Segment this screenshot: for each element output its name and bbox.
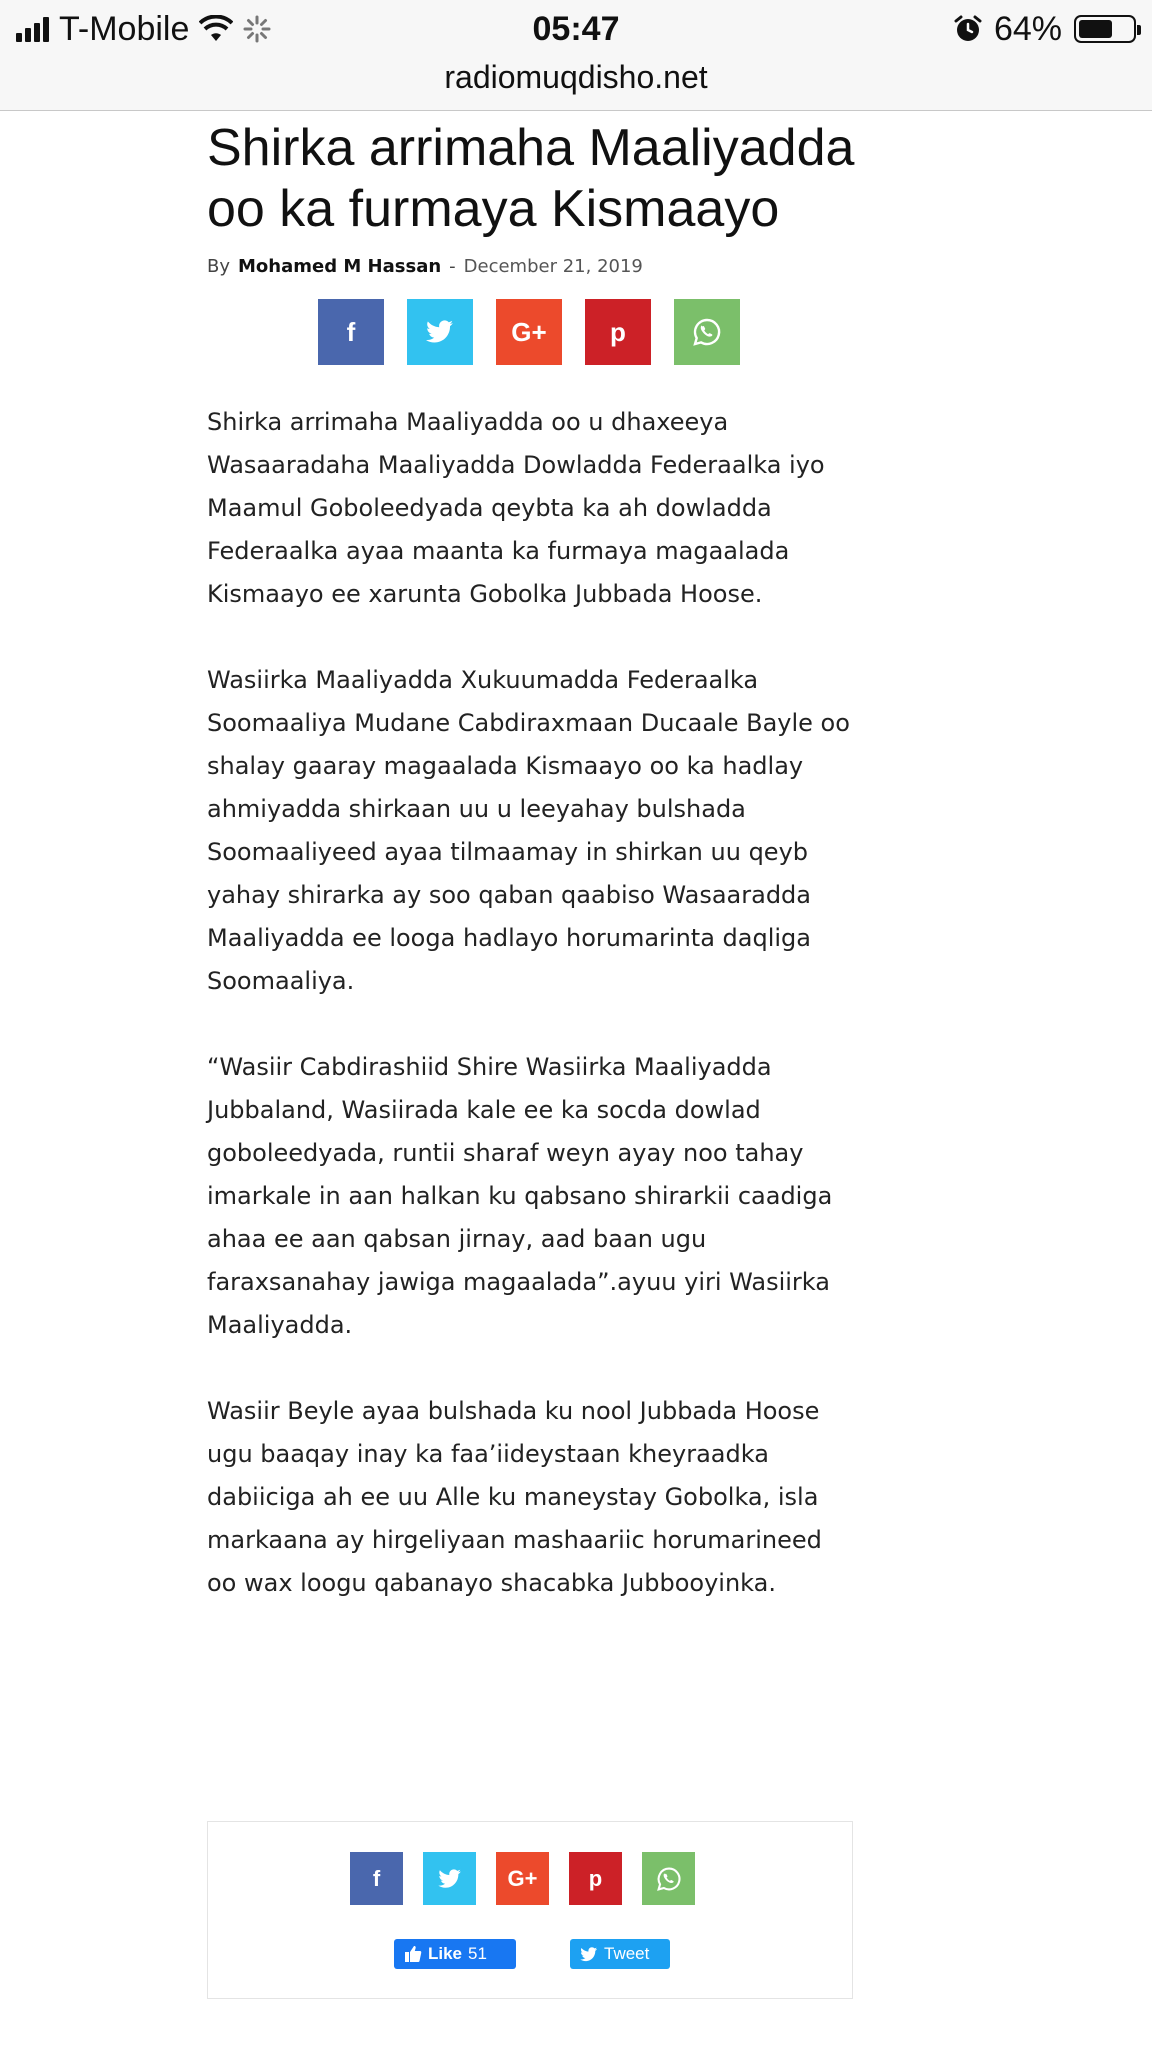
meta-separator: - bbox=[449, 256, 456, 277]
article-title: Shirka arrimaha Maaliyadda oo ka furmaya Kismaayo bbox=[207, 119, 855, 238]
thumbs-up-icon bbox=[404, 1945, 422, 1963]
battery-icon bbox=[1074, 15, 1136, 43]
share-buttons-bottom bbox=[350, 1852, 695, 1905]
carrier-label: T-Mobile bbox=[59, 9, 190, 48]
twitter-icon bbox=[426, 320, 454, 344]
url-bar[interactable]: radiomuqdisho.net bbox=[444, 59, 708, 95]
google-plus-share-button[interactable] bbox=[496, 1852, 549, 1905]
pinterest-share-button[interactable] bbox=[585, 299, 651, 365]
pinterest-share-button[interactable] bbox=[569, 1852, 622, 1905]
like-label: Like bbox=[428, 1944, 463, 1963]
twitter-icon bbox=[438, 1869, 462, 1889]
pinterest-icon: p bbox=[610, 316, 626, 347]
article-paragraph: Wasiirka Maaliyadda Xukuumadda Federaalka Soomaaliya Mudane Cabdiraxmaan Ducaale Bayle oo shalay gaaray magaalada Kismaayo oo ka hadlay ahmiyadda shirkaan uu u leeyahay bulshada Soomaaliyeed ayaa tilmaamay in shirkan uu qeyb yahay shirarka ay soo qaban qaabiso Wasaaradda Maaliyadda ee looga hadlayo horumarinta daqliga Soomaaliya. bbox=[207, 666, 850, 995]
top-bar bbox=[0, 0, 1152, 111]
article bbox=[207, 118, 855, 1648]
whatsapp-icon bbox=[656, 1866, 682, 1892]
tweet-label: Tweet bbox=[604, 1944, 650, 1963]
whatsapp-share-button[interactable] bbox=[674, 299, 740, 365]
google-plus-icon: G+ bbox=[507, 1865, 538, 1891]
by-label: By bbox=[207, 256, 231, 277]
article-paragraph: Shirka arrimaha Maaliyadda oo u dhaxeeya Wasaaradaha Maaliyadda Dowladda Federaalka iyo Maamul Goboleedyada qeybta ka ah dowladda Federaalka ayaa maanta ka furmaya magaalada Kismaayo ee xarunta Gobolka Jubbada Hoose. bbox=[207, 408, 825, 608]
article-body bbox=[207, 401, 855, 1605]
status-right bbox=[954, 6, 1136, 52]
author-link[interactable]: Mohamed M Hassan bbox=[238, 256, 442, 277]
twitter-icon bbox=[580, 1947, 598, 1962]
google-plus-share-button[interactable] bbox=[496, 299, 562, 365]
battery-percent: 64% bbox=[993, 9, 1062, 48]
facebook-share-button[interactable] bbox=[318, 299, 384, 365]
article-date: December 21, 2019 bbox=[463, 256, 643, 277]
whatsapp-icon bbox=[692, 317, 722, 347]
alarm-icon bbox=[954, 15, 982, 43]
facebook-icon: f bbox=[346, 316, 356, 347]
share-box bbox=[207, 1821, 853, 1999]
article-paragraph: Wasiir Beyle ayaa bulshada ku nool Jubbada Hoose ugu baaqay inay ka faa’iideystaan kheyraadka dabiiciga ah ee uu Alle ku maneystay Gobolka, isla markaana ay hirgeliyaan mashaariic horumarineed oo wax loogu qabanayo shacabka Jubbooyinka. bbox=[207, 1397, 822, 1597]
share-buttons-top bbox=[207, 299, 855, 365]
twitter-share-button[interactable] bbox=[423, 1852, 476, 1905]
facebook-share-button[interactable] bbox=[350, 1852, 403, 1905]
facebook-like-button[interactable] bbox=[394, 1939, 516, 1969]
pinterest-icon: p bbox=[588, 1865, 603, 1891]
status-time: 05:47 bbox=[532, 10, 620, 48]
google-plus-icon: G+ bbox=[511, 316, 547, 347]
battery-level bbox=[1079, 20, 1112, 38]
like-count: 51 bbox=[468, 1944, 487, 1963]
tweet-button[interactable] bbox=[570, 1939, 670, 1969]
whatsapp-share-button[interactable] bbox=[642, 1852, 695, 1905]
facebook-icon: f bbox=[372, 1865, 381, 1891]
article-paragraph: “Wasiir Cabdirashiid Shire Wasiirka Maaliyadda Jubbaland, Wasiirada kale ee ka socda dowlad goboleedyada, runtii sharaf weyn ayay noo tahay imarkale in aan halkan ku qabsano shirarkii caadiga ahaa ee aan qabsan jirnay, aad baan ugu faraxsanahay jawiga magaalada”.ayuu yiri Wasiirka Maaliyadda. bbox=[207, 1053, 833, 1339]
article-meta bbox=[207, 256, 855, 277]
social-actions bbox=[394, 1939, 670, 1969]
twitter-share-button[interactable] bbox=[407, 299, 473, 365]
